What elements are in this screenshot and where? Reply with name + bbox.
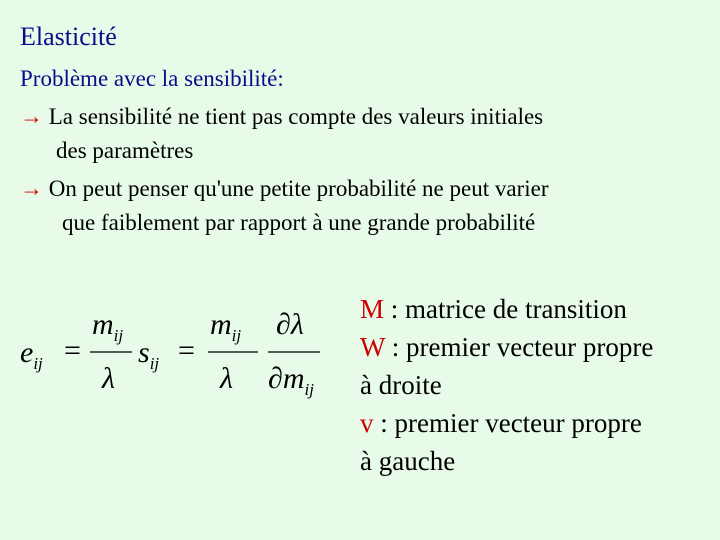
formula-equals-1: = (64, 334, 81, 367)
legend-item-v (360, 404, 653, 442)
legend-symbol: M (360, 294, 385, 324)
legend-continuation: à gauche (360, 446, 456, 476)
legend-item-W (360, 328, 653, 366)
formula-partial-m: $\partial m_{ij}$ (268, 362, 314, 399)
legend-continuation: à droite (360, 370, 442, 400)
bullet-line: On peut penser qu'une petite probabilité ne peut varier (43, 176, 549, 201)
bullet-line: La sensibilité ne tient pas compte des valeurs initiales (43, 104, 544, 129)
formula-equals-2: = (178, 334, 195, 367)
legend-text: : premier vecteur propre (385, 332, 654, 362)
elasticity-formula (14, 300, 334, 410)
legend-symbol: W (360, 332, 385, 362)
formula-s: $s_{ij}$ (138, 336, 160, 373)
symbol-legend (360, 290, 653, 480)
slide-title: Elasticité (20, 22, 117, 51)
formula-m-numerator-2: $m_{ij}$ (210, 308, 242, 345)
slide-subtitle: Problème avec la sensibilité: (20, 66, 284, 91)
arrow-right-icon: → (20, 176, 43, 201)
formula-m-numerator-1: $m_{ij}$ (92, 308, 124, 345)
legend-item-M (360, 290, 653, 328)
formula-partial-lambda: ∂λ (276, 308, 304, 341)
legend-text: : premier vecteur propre (373, 408, 642, 438)
legend-symbol: v (360, 408, 374, 438)
legend-text: : matrice de transition (384, 294, 627, 324)
formula-e: $e_{ij}$ (20, 336, 43, 373)
bullet-line-continuation: que faiblement par rapport à une grande probabilité (62, 210, 536, 235)
bullet-item-probability (20, 172, 549, 240)
bullet-line-continuation: des paramètres (56, 138, 194, 163)
bullet-item-sensitivity (20, 100, 543, 168)
formula-lambda-denominator-2: λ (220, 362, 233, 395)
arrow-right-icon: → (20, 104, 43, 129)
formula-lambda-denominator-1: λ (102, 362, 115, 395)
